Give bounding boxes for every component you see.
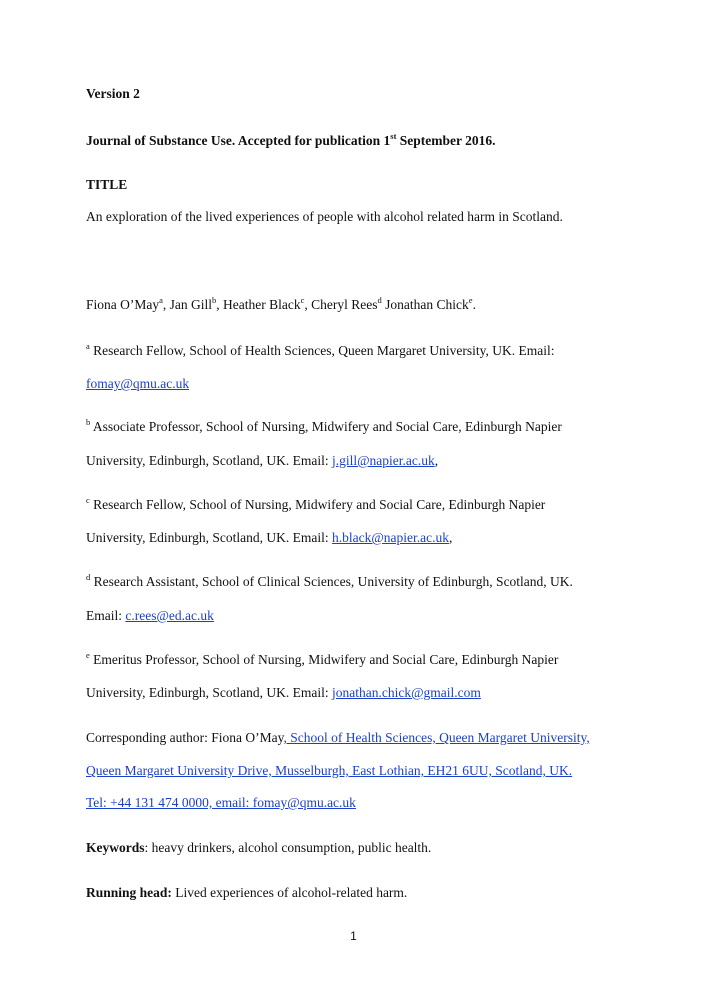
email-link-crees[interactable]: c.rees@ed.ac.uk [125, 608, 214, 623]
author-sup: a [159, 295, 163, 305]
corresponding-line1 [86, 730, 590, 746]
running-head-label: Running head: [86, 885, 172, 900]
affiliation-e-line1 [86, 652, 558, 668]
affiliation-text: Emeritus Professor, School of Nursing, Midwifery and Social Care, Edinburgh Napier [89, 652, 559, 667]
affiliation-b-line2 [86, 453, 438, 469]
title-heading: TITLE [86, 177, 128, 192]
affiliation-sup: a [86, 341, 90, 351]
author-sep: . [472, 297, 476, 312]
affiliation-text: Associate Professor, School of Nursing, Midwifery and Social Care, Edinburgh Napier [90, 419, 562, 434]
page-number: 1 [350, 929, 357, 943]
keywords-line [86, 840, 431, 856]
author-sep: , [304, 297, 312, 312]
author-sup: e [468, 295, 473, 305]
email-link-jchick[interactable]: jonathan.chick@gmail.com [331, 685, 481, 700]
corresponding-line3 [86, 795, 356, 811]
author-name: Heather Black [223, 297, 301, 312]
affiliation-text: Email: [86, 608, 126, 623]
author-name: Fiona O’May [86, 297, 160, 312]
affiliation-text: University, Edinburgh, Scotland, UK. Email: [86, 453, 332, 468]
author-list [86, 297, 476, 313]
journal-sup: st [390, 131, 397, 141]
affiliation-b-line1 [86, 419, 562, 435]
author-name: Jonathan Chick [385, 297, 469, 312]
affiliation-a-line1 [86, 343, 555, 359]
affiliation-c-line2 [86, 530, 452, 546]
corresponding-line2 [86, 763, 572, 779]
corresponding-label: Corresponding author: Fiona O’May [86, 730, 284, 745]
corresponding-contact-link[interactable]: Tel: +44 131 474 0000, email: fomay@qmu.ac.uk [86, 795, 356, 810]
affiliation-text: Research Assistant, School of Clinical Sciences, University of Edinburgh, Scotland, UK. [90, 574, 573, 589]
keywords-label: Keywords [86, 840, 145, 855]
affiliation-sup: e [86, 650, 90, 660]
running-head-text: Lived experiences of alcohol-related harm. [171, 885, 408, 900]
affiliation-a-line2 [86, 376, 189, 392]
author-sup: c [300, 295, 305, 305]
affiliation-text: Research Fellow, School of Health Sciences, Queen Margaret University, UK. Email: [89, 343, 555, 358]
journal-text: Journal of Substance Use. Accepted for publication 1 [86, 133, 391, 148]
affiliation-trail: , [449, 530, 453, 545]
version-label: Version 2 [86, 86, 140, 101]
affiliation-sup: d [86, 572, 91, 582]
affiliation-d-line2 [86, 608, 214, 624]
affiliation-text: University, Edinburgh, Scotland, UK. Email: [86, 530, 332, 545]
author-sep: , [216, 297, 224, 312]
email-link-fomay[interactable]: fomay@qmu.ac.uk [86, 376, 190, 391]
author-name: Jan Gill [169, 297, 213, 312]
email-link-hblack[interactable]: h.black@napier.ac.uk [331, 530, 449, 545]
affiliation-c-line1 [86, 497, 545, 513]
affiliation-sup: c [86, 495, 90, 505]
author-sep: , [162, 297, 170, 312]
affiliation-trail: , [434, 453, 439, 468]
affiliation-e-line2 [86, 685, 481, 701]
affiliation-d-line1 [86, 574, 573, 590]
author-sup: d [377, 295, 382, 305]
author-name: Cheryl Rees [311, 297, 378, 312]
corresponding-address-link[interactable]: , School of Health Sciences, Queen Margaret University, [283, 730, 590, 745]
affiliation-text: University, Edinburgh, Scotland, UK. Email: [86, 685, 332, 700]
affiliation-sup: b [86, 417, 91, 427]
keywords-text: : heavy drinkers, alcohol consumption, public health. [144, 840, 432, 855]
author-sup: b [212, 295, 217, 305]
email-link-jgill[interactable]: j.gill@napier.ac.uk [331, 453, 435, 468]
corresponding-address-link-2[interactable]: Queen Margaret University Drive, Musselburgh, East Lothian, EH21 6UU, Scotland, UK. [86, 763, 573, 778]
journal-text-end: September 2016. [396, 133, 496, 148]
title-text: An exploration of the lived experiences of people with alcohol related harm in Scotland. [86, 209, 563, 224]
journal-line [86, 133, 496, 149]
running-head-line [86, 885, 407, 901]
affiliation-text: Research Fellow, School of Nursing, Midwifery and Social Care, Edinburgh Napier [89, 497, 546, 512]
